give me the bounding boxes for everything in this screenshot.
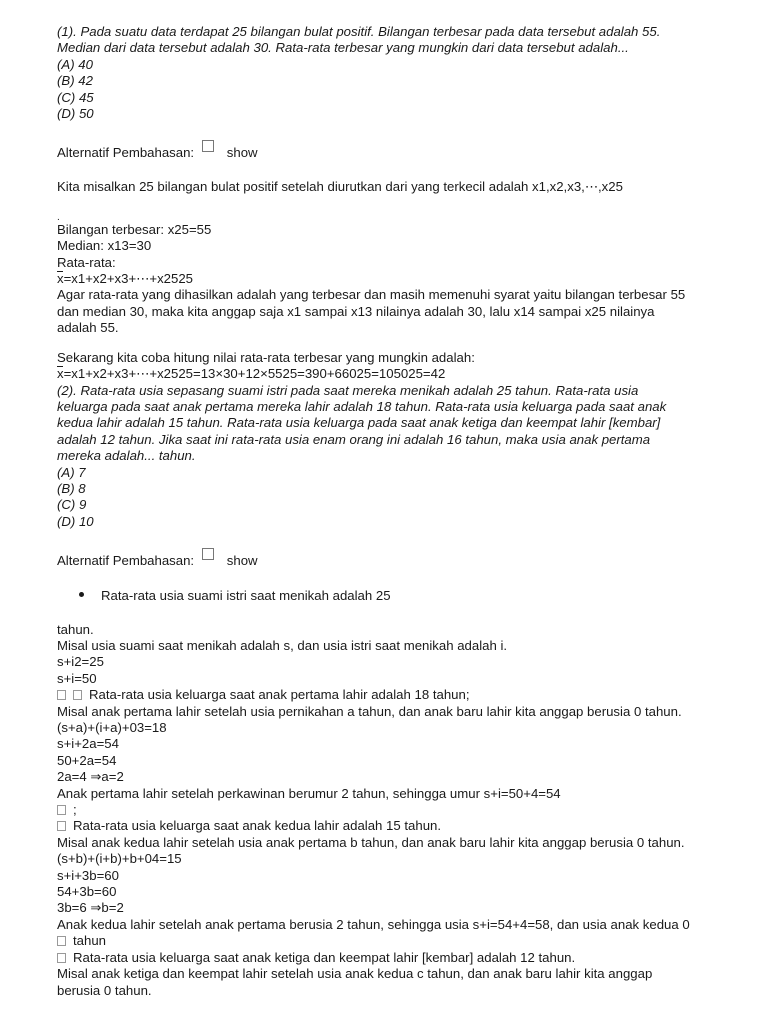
missing-glyph-icon — [73, 690, 82, 700]
question-2-line: mereka adalah... tahun. — [57, 448, 196, 464]
calc-intro: Sekarang kita coba hitung nilai rata-rata terbesar yang mungkin adalah: — [57, 349, 475, 365]
solution-toggle-2 — [57, 548, 737, 569]
step-heading: Rata-rata usia keluarga saat anak kedua lahir adalah 15 tahun. — [57, 818, 737, 834]
paragraph-line: Agar rata-rata yang dihasilkan adalah yang terbesar dan masih memenuhi syarat yaitu bilangan terbesar 55 — [57, 287, 686, 303]
equation-line: s+i+3b=60 — [57, 867, 119, 883]
show-label[interactable]: show — [226, 145, 258, 161]
paragraph-line: dan median 30, maka kita anggap saja x1 sampai x13 nilainya adalah 30, lalu x14 sampai x25 nilainya — [57, 303, 655, 319]
solution-intro: Kita misalkan 25 bilangan bulat positif setelah diurutkan dari yang terkecil adalah x1,x2,x3,⋯,x25 — [57, 179, 623, 195]
equation-line: 3b=6 ⇒b=2 — [57, 900, 124, 916]
text-line: Misal usia suami saat menikah adalah s, dan usia istri saat menikah adalah i. — [57, 637, 508, 653]
text-line: Anak pertama lahir setelah perkawinan berumur 2 tahun, sehingga umur s+i=50+4=54 — [57, 785, 561, 801]
bullet-text: Rata-rata usia suami istri saat menikah adalah 25 — [101, 588, 391, 604]
max-value: Bilangan terbesar: x25=55 — [57, 221, 212, 237]
solution-1 — [57, 179, 737, 382]
mean-label: Rata-rata: — [57, 254, 116, 270]
solution-toggle-1 — [57, 140, 737, 161]
equation-line: s+i+2a=54 — [57, 736, 119, 752]
question-2-line: keluarga pada saat anak pertama mereka lahir adalah 18 tahun. Rata-rata usia keluarga pada saat anak — [57, 398, 667, 414]
question-1-line: Median dari data tersebut adalah 30. Rata-rata terbesar yang mungkin dari data tersebut adalah... — [57, 40, 629, 56]
paragraph-line: adalah 55. — [57, 320, 119, 336]
calc-formula — [57, 366, 737, 382]
question-2-line: kedua lahir adalah 15 tahun. Rata-rata usia keluarga pada saat anak ketiga dan keempat lahir [kembar] — [57, 415, 661, 431]
bullet-dot — [79, 592, 84, 597]
question-1-line: (1). Pada suatu data terdapat 25 bilangan bulat positif. Bilangan terbesar pada data tersebut adalah 55. — [57, 24, 661, 39]
question-2 — [57, 383, 737, 531]
option-d: (D) 50 — [57, 106, 94, 122]
alt-label: Alternatif Pembahasan: — [57, 553, 195, 569]
xbar-calc: x=x1+x2+x3+⋯+x2525=13×30+12×5525=390+66025=105025=42 — [57, 366, 446, 382]
question-2-line: adalah 12 tahun. Jika saat ini rata-rata usia enam orang ini adalah 16 tahun, maka usia anak pertama — [57, 431, 651, 447]
option-c: (C) 45 — [57, 89, 94, 105]
equation-line: s+i2=25 — [57, 654, 104, 670]
option-c: (C) 9 — [57, 497, 87, 513]
missing-glyph-icon — [57, 690, 66, 700]
equation-line: (s+b)+(i+b)+b+04=15 — [57, 851, 182, 867]
missing-glyph-icon — [57, 805, 66, 815]
show-checkbox[interactable] — [202, 548, 214, 560]
bullet-item — [79, 588, 737, 604]
text-line: Misal anak kedua lahir setelah usia anak pertama b tahun, dan anak baru lahir kita anggap berusia 0 tahun. — [57, 834, 685, 850]
alt-label: Alternatif Pembahasan: — [57, 145, 195, 161]
text-line: Anak kedua lahir setelah anak pertama berusia 2 tahun, sehingga usia s+i=54+4=58, dan usia anak kedua 0 — [57, 916, 690, 932]
step-heading: Rata-rata usia keluarga saat anak ketiga dan keempat lahir [kembar] adalah 12 tahun. — [57, 950, 737, 966]
mean-formula — [57, 271, 737, 287]
equation-line: s+i=50 — [57, 670, 97, 686]
show-checkbox[interactable] — [202, 140, 214, 152]
xbar-formula: x=x1+x2+x3+⋯+x2525 — [57, 271, 194, 287]
step-heading: Rata-rata usia keluarga saat anak pertama lahir adalah 18 tahun; — [57, 687, 737, 703]
option-b: (B) 8 — [57, 480, 86, 496]
missing-glyph-icon — [57, 821, 66, 831]
text-line: tahun. — [57, 621, 94, 637]
question-2-line: (2). Rata-rata usia sepasang suami istri pada saat mereka menikah adalah 25 tahun. Rata-rata usia — [57, 382, 639, 398]
missing-glyph-icon — [57, 936, 66, 946]
text-line: berusia 0 tahun. — [57, 982, 152, 998]
option-a: (A) 7 — [57, 464, 86, 480]
equation-line: 2a=4 ⇒a=2 — [57, 769, 124, 785]
equation-line: 54+3b=60 — [57, 884, 117, 900]
option-b: (B) 42 — [57, 73, 93, 89]
median-value: Median: x13=30 — [57, 238, 152, 254]
text-line: Misal anak pertama lahir setelah usia pernikahan a tahun, dan anak baru lahir kita anggap berusia 0 tahun. — [57, 703, 682, 719]
question-1 — [57, 24, 737, 122]
glyph-line: ; — [57, 802, 737, 818]
option-a: (A) 40 — [57, 56, 93, 72]
solution-2 — [57, 588, 737, 999]
text-line: Misal anak ketiga dan keempat lahir setelah usia anak kedua c tahun, dan anak baru lahir kita anggap — [57, 966, 653, 982]
document-page — [57, 24, 737, 999]
glyph-line: tahun — [57, 933, 737, 949]
show-label[interactable]: show — [226, 553, 258, 569]
missing-glyph-icon — [57, 953, 66, 963]
stray-dot: . — [57, 211, 60, 223]
equation-line: 50+2a=54 — [57, 752, 117, 768]
equation-line: (s+a)+(i+a)+03=18 — [57, 720, 167, 735]
option-d: (D) 10 — [57, 513, 94, 529]
